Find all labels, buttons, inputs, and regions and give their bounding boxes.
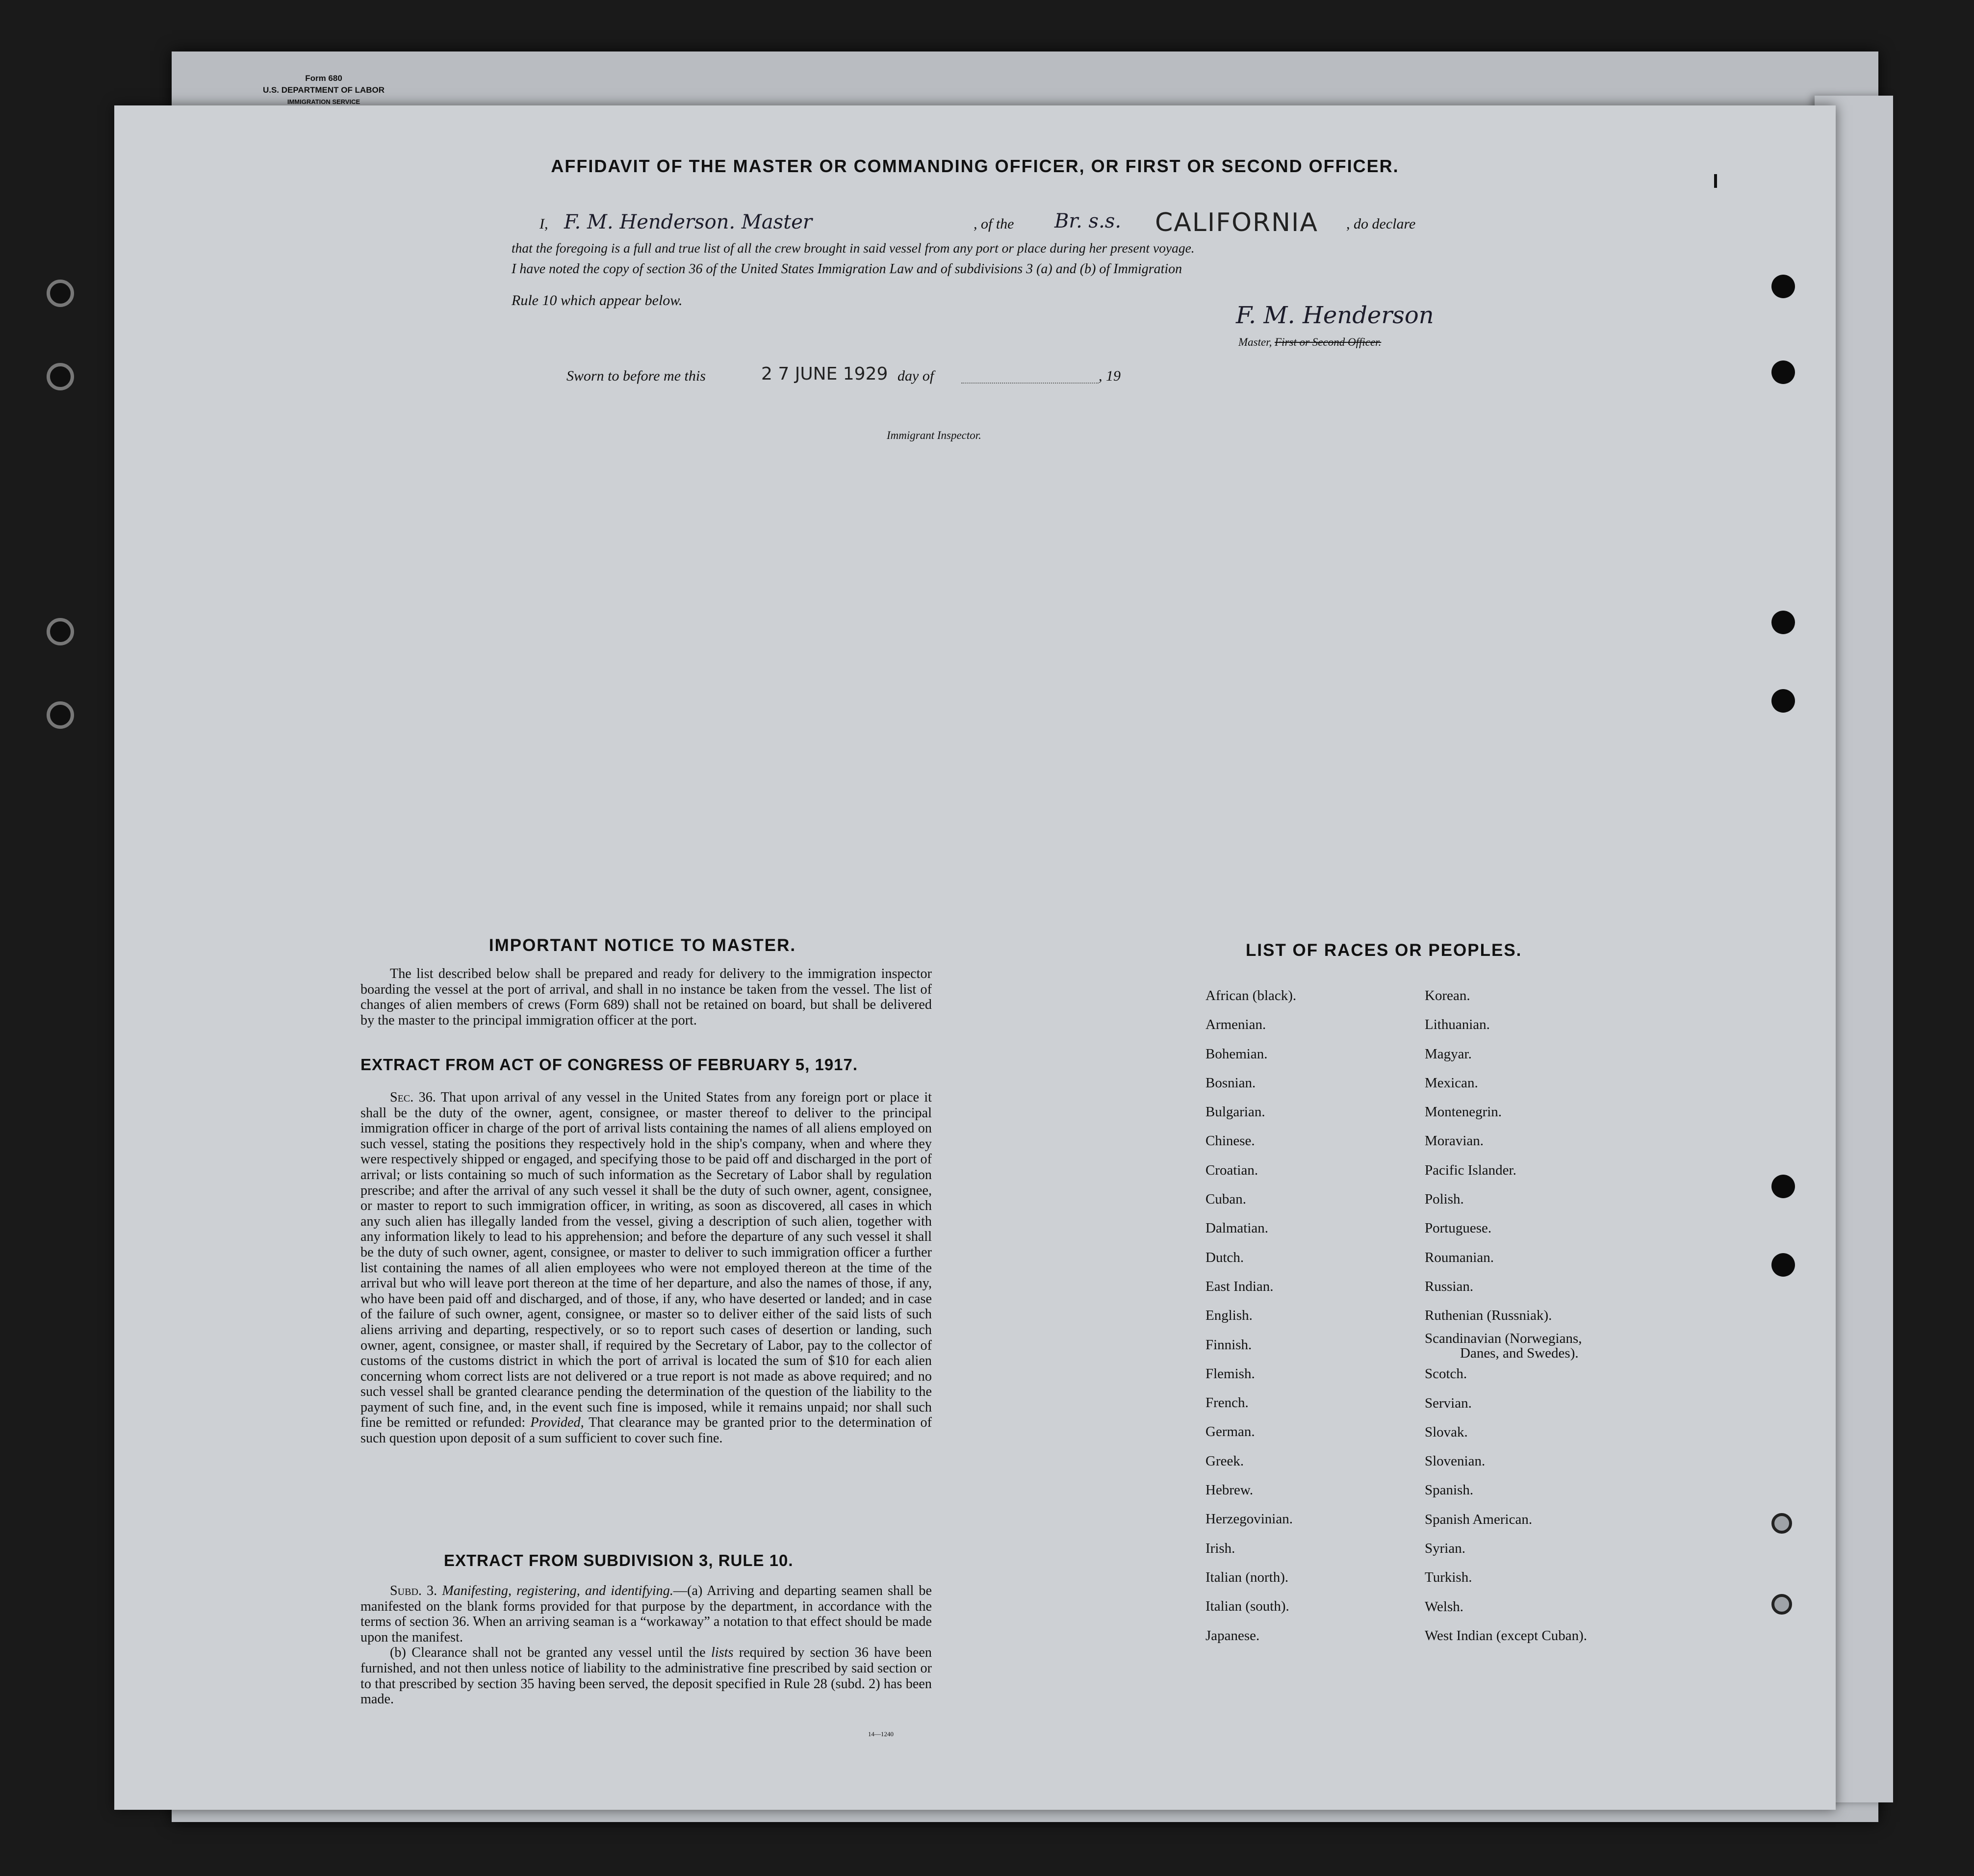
- race-item: Italian (south).: [1205, 1598, 1289, 1615]
- sworn-label: Sworn to before me this: [566, 368, 706, 384]
- race-item: Dalmatian.: [1205, 1220, 1269, 1236]
- race-item: Lithuanian.: [1425, 1017, 1490, 1033]
- races-left-column: [1205, 988, 1411, 1657]
- month-blank: [961, 383, 1099, 384]
- race-item: Japanese.: [1205, 1627, 1260, 1644]
- para-b: [360, 1645, 932, 1707]
- punch-hole-icon: [1771, 689, 1795, 713]
- race-item: Syrian.: [1425, 1541, 1465, 1557]
- races-right-column: [1425, 988, 1680, 1657]
- para-b-text-2: required by section 36 have been furnished, and not then unless notice of liability to the administrative fine prescribed by said section or to that prescribed by section 35 having been served, the deposit specified in Rule 28 (subd. 2) has been made.: [360, 1645, 932, 1707]
- signature-caption: [1238, 336, 1381, 349]
- race-item: Polish.: [1425, 1191, 1464, 1208]
- races-title: LIST OF RACES OR PEOPLES.: [1246, 941, 1522, 960]
- punch-hole-icon: [1771, 275, 1795, 298]
- race-item: Italian (north).: [1205, 1569, 1289, 1585]
- para-b-lists: lists: [711, 1645, 734, 1661]
- caption-master: Master,: [1238, 336, 1272, 348]
- punch-hole-icon: [1771, 1253, 1795, 1277]
- extract-rule-heading: EXTRACT FROM SUBDIVISION 3, RULE 10.: [444, 1551, 794, 1569]
- para-b-label: (b): [390, 1645, 406, 1661]
- provided-word: Provided,: [530, 1415, 584, 1431]
- para-a-text: —(a) Arriving and departing seamen shall be manifested on the blank forms provided for that purpose by the department, in accordance with the terms of section 36. When an arriving seaman is a “workaway” a notation to that effect should be made upon the manifest.: [360, 1583, 932, 1645]
- para-a: [360, 1583, 932, 1645]
- binder-hole-icon: [47, 280, 74, 307]
- race-item: Slovak.: [1425, 1424, 1468, 1440]
- master-signature: F. M. Henderson: [1236, 302, 1434, 329]
- notice-body: [360, 966, 932, 1028]
- race-item: African (black).: [1205, 988, 1297, 1003]
- race-item: Turkish.: [1425, 1569, 1472, 1586]
- race-item: Danes, and Swedes).: [1460, 1345, 1579, 1362]
- race-item: East Indian.: [1205, 1278, 1274, 1294]
- race-item: Magyar.: [1425, 1046, 1472, 1062]
- notice-title: IMPORTANT NOTICE TO MASTER.: [488, 936, 796, 955]
- race-item: Croatian.: [1205, 1162, 1258, 1178]
- vessel-name-stamp: CALIFORNIA: [1155, 208, 1318, 237]
- vessel-prefix-handwritten: Br. s.s.: [1054, 210, 1122, 232]
- section-36-body: [360, 1090, 932, 1446]
- race-item: Finnish.: [1205, 1336, 1252, 1353]
- race-item: Cuban.: [1205, 1191, 1246, 1208]
- race-item: Irish.: [1205, 1540, 1235, 1556]
- form-department: U.S. DEPARTMENT OF LABOR: [262, 85, 385, 95]
- race-item: Portuguese.: [1425, 1220, 1492, 1236]
- race-item: English.: [1205, 1308, 1253, 1324]
- race-item: Scotch.: [1425, 1366, 1467, 1382]
- race-item: Ruthenian (Russniak).: [1425, 1308, 1552, 1324]
- sec-36-text-end: That clearance may be granted prior to the determination of such question upon deposit of a sum sufficient to cover such fine.: [360, 1415, 932, 1446]
- race-item: Hebrew.: [1205, 1482, 1254, 1498]
- subd-label: Subd. 3.: [390, 1583, 437, 1598]
- sec-36-text: That upon arrival of any vessel in the United States from any foreign port or place it shall be the duty of the owner, agent, consignee, or master thereof to deliver to the principal immigration officer in charge of the port of arrival lists containing the names of all aliens employed on such vessel, stating the positions they respectively hold in the ship's company, when and where they were respectively shipped or engaged, and specifying those to be paid off and discharged in the port of arrival; or lists containing so much of such information as the Secretary of Labor shall by regulation prescribe; and after the arrival of any such vessel it shall be the duty of such owner, agent, consignee, or master to report to such immigration officer, in writing, as soon as discovered, all cases in which any such alien has illegally landed from the vessel, giving a description of such alien, together with any information likely to lead to his apprehension; and before the departure of any such vessel it shall be the duty of such owner, agent, consignee, or master to deliver to such immigration officer a further list containing the names of all alien employees who were not employed thereon at the time of the arrival but who will leave port thereon at the time of her departure, and also the names of those, if any, who have been paid off and discharged, and of those, if any, who have deserted or landed; and in case of the failure of such owner, agent, consignee, or master so to deliver either of the said lists of such aliens arriving and departing, respectively, or so to report such cases of desertion or landing, such owner, agent, consignee, or master shall, if required by the Secretary of Labor, pay to the collector of customs of the customs district in which the port of arrival is located the sum of $10 for each alien concerning whom correct lists are not delivered or a true report is not made as above required; and no such vessel shall be granted clearance pending the determination of the question of the liability to the payment of such fine, and, in the event such fine is imposed, while it remains unpaid; nor shall such fine be remitted or refunded:: [360, 1090, 932, 1431]
- race-item: German.: [1205, 1424, 1255, 1440]
- i-label: I,: [539, 216, 548, 232]
- race-item: Servian.: [1425, 1395, 1472, 1411]
- race-item: Moravian.: [1425, 1133, 1484, 1149]
- race-item: Herzegovinian.: [1205, 1511, 1293, 1527]
- print-code: 14—1240: [868, 1730, 894, 1738]
- sec-label: Sec. 36.: [390, 1090, 436, 1105]
- form-service: IMMIGRATION SERVICE: [287, 98, 360, 105]
- binder-hole-icon: [47, 701, 74, 729]
- race-item: Mexican.: [1425, 1075, 1478, 1091]
- race-item: Spanish.: [1425, 1482, 1474, 1498]
- punch-hole-icon: [1771, 1594, 1792, 1615]
- affidavit-title: AFFIDAVIT OF THE MASTER OR COMMANDING OFFICER, OR FIRST OR SECOND OFFICER.: [551, 156, 1399, 176]
- notice-text: The list described below shall be prepared and ready for delivery to the immigration inspector boarding the vessel at the port of arrival, and shall in no instance be taken from the vessel. The list of changes of alien members of crews (Form 689) shall not be retained on board, but shall be delivered by the master to the principal immigration officer at the port.: [360, 966, 932, 1028]
- race-item: Bulgarian.: [1205, 1104, 1265, 1120]
- of-the-label: , of the: [974, 216, 1014, 232]
- race-item: Chinese.: [1205, 1133, 1255, 1149]
- declaration-line-2: that the foregoing is a full and true list of all the crew brought in said vessel from any port or place during her present voyage.: [512, 240, 1195, 256]
- race-item: Dutch.: [1205, 1249, 1244, 1265]
- race-item: Scandinavian (Norwegians,: [1425, 1331, 1582, 1347]
- punch-hole-icon: [1771, 611, 1795, 634]
- race-item: Roumanian.: [1425, 1249, 1494, 1265]
- sworn-date-stamp: 2 7 JUNE 1929: [761, 364, 888, 384]
- binder-hole-icon: [47, 618, 74, 645]
- punch-hole-icon: [1771, 1513, 1792, 1534]
- subdivision-3-body: [360, 1583, 932, 1707]
- race-item: Greek.: [1205, 1453, 1244, 1469]
- race-item: Montenegrin.: [1425, 1104, 1502, 1120]
- para-b-text-1: Clearance shall not be granted any vessel until the: [411, 1645, 706, 1661]
- race-item: West Indian (except Cuban).: [1425, 1627, 1588, 1644]
- race-item: Bohemian.: [1205, 1046, 1268, 1062]
- year-label: , 19: [1099, 368, 1121, 384]
- inspector-caption: Immigrant Inspector.: [887, 429, 981, 441]
- subd-title: Manifesting, registering, and identifying.: [442, 1583, 673, 1598]
- form-number: Form 680: [305, 74, 342, 83]
- punch-hole-icon: [1771, 360, 1795, 384]
- master-name-handwritten: F. M. Henderson. Master: [564, 211, 813, 233]
- race-item: Flemish.: [1205, 1365, 1255, 1382]
- race-item: Bosnian.: [1205, 1075, 1256, 1091]
- race-item: French.: [1205, 1395, 1249, 1411]
- day-of-label: day of: [897, 368, 934, 384]
- declaration-line-4: Rule 10 which appear below.: [512, 292, 683, 308]
- punch-hole-icon: [1771, 1175, 1795, 1198]
- race-item: Russian.: [1425, 1278, 1474, 1294]
- race-item: Armenian.: [1205, 1017, 1266, 1033]
- do-declare-label: , do declare: [1346, 216, 1416, 232]
- race-item: Welsh.: [1425, 1598, 1464, 1615]
- binder-hole-icon: [47, 363, 74, 390]
- race-item: Slovenian.: [1425, 1453, 1486, 1469]
- race-item: Korean.: [1425, 988, 1470, 1003]
- race-item: Spanish American.: [1425, 1511, 1533, 1527]
- caption-struck-officers: First or Second Officer.: [1275, 336, 1382, 348]
- race-item: Pacific Islander.: [1425, 1162, 1516, 1178]
- form-number-block: [245, 73, 402, 108]
- extract-act-heading: EXTRACT FROM ACT OF CONGRESS OF FEBRUARY 5, 1917.: [360, 1055, 858, 1074]
- declaration-line-3: I have noted the copy of section 36 of the United States Immigration Law and of subdivisions 3 (a) and (b) of Immigration: [512, 261, 1182, 277]
